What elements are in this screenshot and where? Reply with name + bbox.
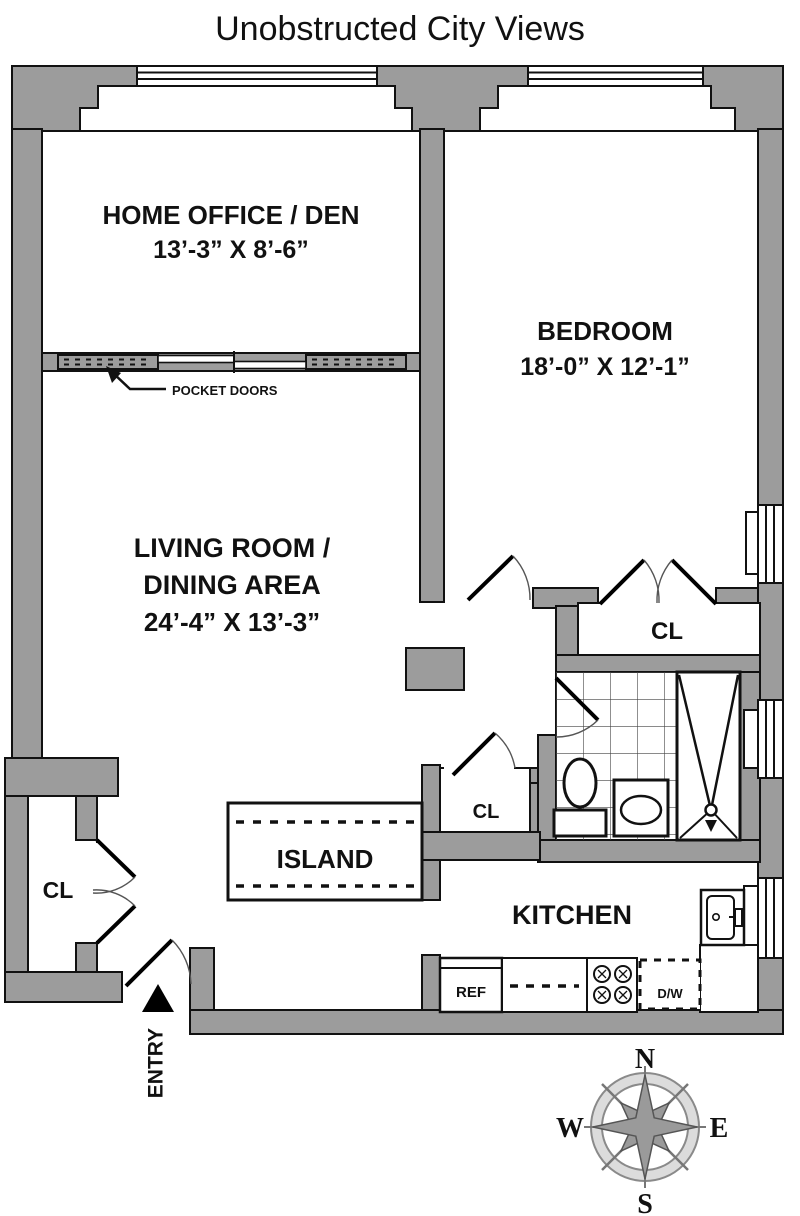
wall-segment: [556, 655, 760, 672]
door-swing-arc: [93, 877, 135, 893]
refrigerator-label: REF: [456, 984, 486, 1001]
kitchen-label: KITCHEN: [512, 900, 632, 930]
bedroom-label: BEDROOM: [537, 316, 673, 346]
wall-segment: [5, 758, 118, 796]
wall-segment: [538, 840, 760, 862]
bedroom-bay-alcove: [480, 86, 735, 131]
office-bay-alcove: [80, 86, 412, 131]
entry-label: ENTRY: [144, 1027, 168, 1099]
office-window: [137, 66, 377, 86]
door-swing-arc: [513, 556, 530, 600]
bathroom-window: [758, 700, 783, 778]
compass-west-label: W: [556, 1113, 584, 1144]
wall-segment: [406, 648, 464, 690]
bedroom-window: [528, 66, 703, 86]
kitchen-window: [758, 878, 783, 958]
wall-segment: [420, 129, 444, 602]
wall-segment: [5, 972, 122, 1002]
wall-segment: [190, 948, 214, 1012]
window-recess: [744, 710, 758, 768]
entry-marker: [142, 984, 174, 1098]
bedroom-door: [468, 556, 513, 600]
wall-segment: [12, 129, 42, 780]
bathroom: [554, 672, 740, 840]
entry-closet-label: CL: [42, 877, 74, 903]
side-windows: [744, 505, 783, 958]
plan-title: Unobstructed City Views: [215, 10, 585, 48]
kitchen-counter: [502, 958, 587, 1012]
living-room-label-line1: LIVING ROOM /: [133, 533, 331, 563]
kitchen-sink: [701, 890, 744, 945]
bedroom-closet-label: CL: [651, 618, 683, 645]
window-recess: [746, 512, 758, 574]
bedroom-side-window: [758, 505, 783, 583]
home-office-dims: 13’-3” X 8’-6”: [153, 236, 309, 264]
compass-east-label: E: [709, 1113, 729, 1144]
kitchen-counter-right: [700, 945, 758, 1012]
island-label: ISLAND: [276, 844, 374, 874]
dishwasher: [640, 960, 700, 1009]
wall-segment: [422, 860, 440, 900]
home-office-label: HOME OFFICE / DEN: [102, 200, 360, 230]
pocket-doors-label: POCKET DOORS: [172, 383, 278, 398]
entry-closet-door-top: [97, 840, 135, 877]
living-room-label-line2: DINING AREA: [143, 570, 321, 600]
bedroom-closet-door-left: [600, 560, 644, 604]
pocket-door-panel: [234, 362, 306, 369]
bedroom-closet-door-right: [672, 560, 716, 604]
compass-rose-icon: [556, 1044, 728, 1216]
shower: [677, 672, 740, 840]
bathroom-sink: [614, 780, 668, 836]
kitchen-island: [228, 803, 422, 900]
pocket-doors: [58, 351, 406, 398]
entry-door: [126, 940, 172, 986]
hall-closet-label: CL: [472, 801, 500, 823]
wall-segment: [190, 1010, 783, 1034]
door-swing-arc: [495, 733, 515, 768]
pocket-door-pocket: [58, 355, 158, 369]
stove: [587, 958, 637, 1012]
door-swing-arc: [172, 940, 191, 984]
pocket-door-pocket: [306, 355, 406, 369]
living-room-dims: 24’-4” X 13’-3”: [143, 607, 321, 637]
entry-arrow-icon: [142, 984, 174, 1012]
shower-drain: [706, 805, 717, 816]
compass-south-label: S: [637, 1189, 653, 1216]
dishwasher-label: D/W: [657, 986, 683, 1001]
wall-segment: [76, 943, 97, 972]
callout-arrow-line: [113, 373, 166, 389]
wall-segment: [76, 796, 97, 840]
compass-north-label: N: [634, 1044, 656, 1075]
wall-segment: [422, 832, 540, 860]
pocket-door-panel: [158, 356, 234, 363]
wall-segment: [530, 783, 538, 832]
entry-closet-door-bottom: [97, 906, 135, 943]
door-swing-arc: [93, 890, 135, 906]
bedroom-dims: 18’-0” X 12’-1”: [520, 353, 690, 381]
wall-segment: [422, 955, 440, 1012]
window-recess: [744, 886, 758, 950]
